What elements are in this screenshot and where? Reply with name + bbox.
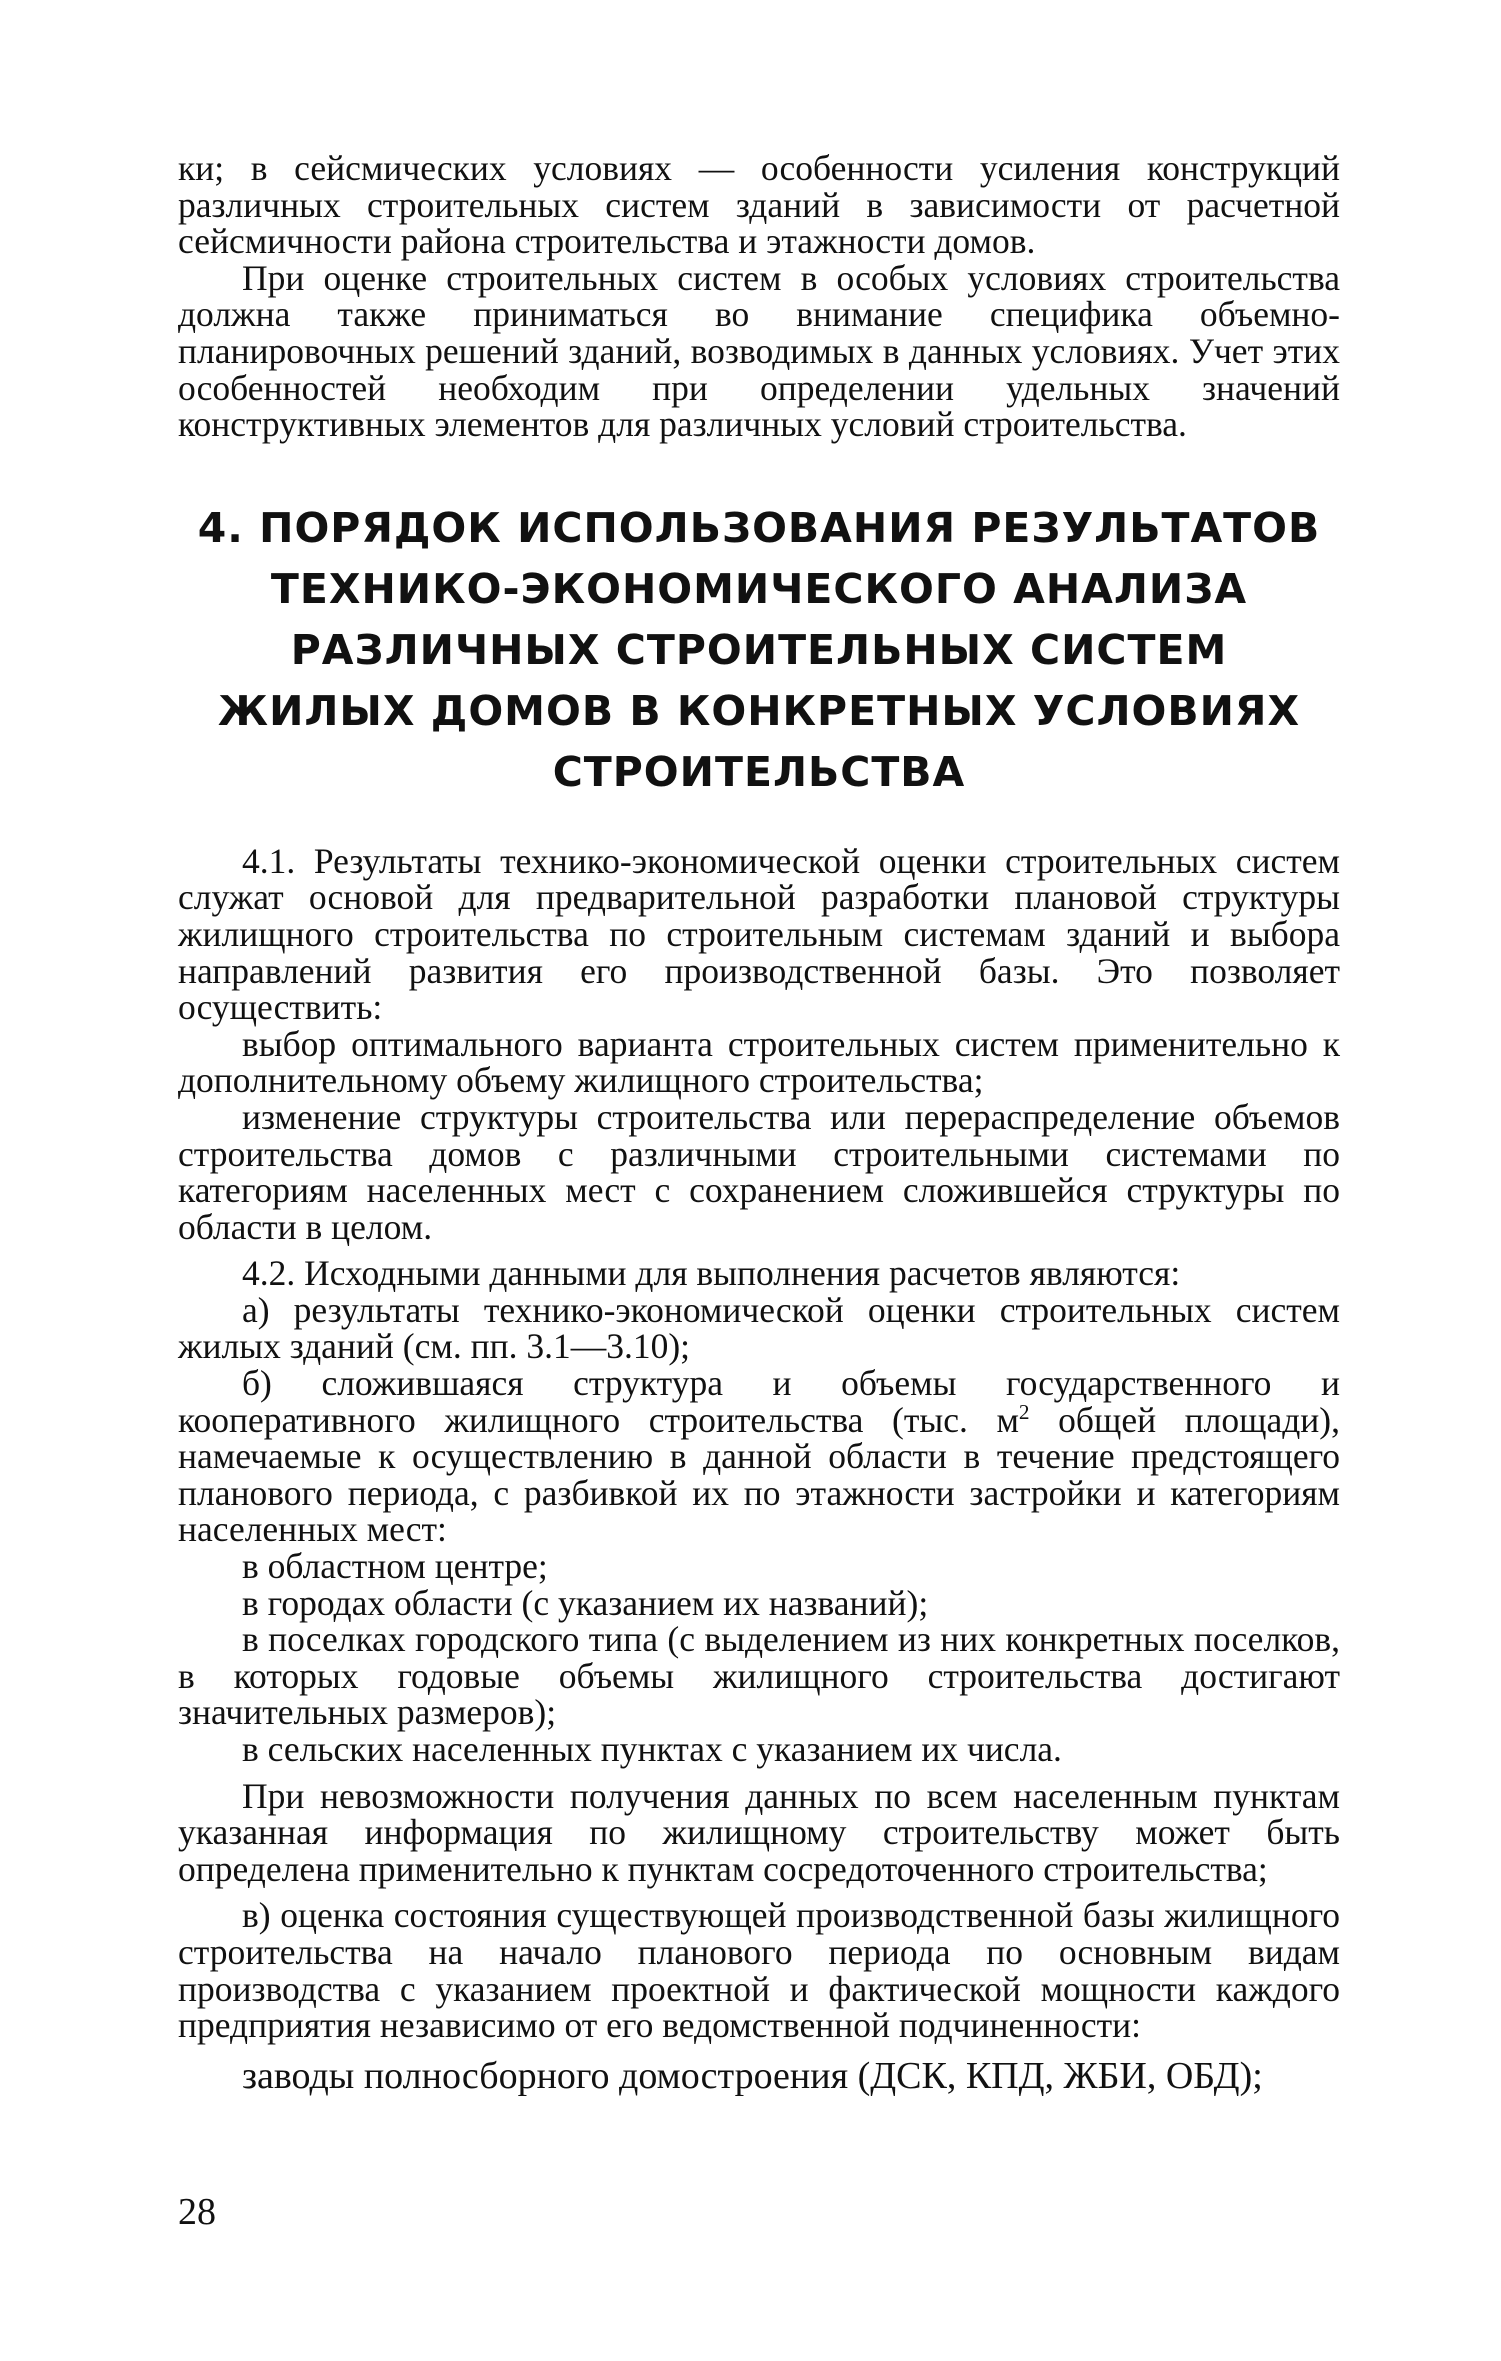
- paragraph-4-1: 4.1. Результаты технико-экономической оценки строительных систем служат основой для предварительной разработки плановой структуры жилищного строительства по строительным системам зданий и выбора направлений развития его производственной базы. Это позволяет осуществить:: [178, 840, 1340, 1028]
- paragraph-4-2: 4.2. Исходными данными для выполнения расчетов являются:: [242, 1253, 1181, 1294]
- final-line: заводы полносборного домостроения (ДСК, КПД, ЖБИ, ОБД);: [242, 2054, 1263, 2097]
- list-item: в городах области (с указанием их названий);: [242, 1582, 929, 1623]
- paragraph-4-2-b-start: б) сложившаяся структура и объемы государственного и кооперативного жилищного строительства (тыс. м: [178, 1363, 1340, 1440]
- section-heading: [178, 498, 1340, 803]
- document-page: [178, 150, 1340, 2096]
- superscript: 2: [1018, 1399, 1030, 1424]
- paragraph-4-2-a: а) результаты технико-экономической оценки строительных систем жилых зданий (см. пп. 3.1—3.10);: [178, 1289, 1340, 1367]
- note-paragraph: При невозможности получения данных по всем населенным пунктам указанная информация по жилищному строительству может быть определена применительно к пунктам сосредоточенного строительства;: [178, 1775, 1340, 1889]
- paragraph-4-2-b-end: общей площади), намечаемые к осуществлению в данной области в течение предстоящего планового периода, с разбивкой их по этажности застройки и категориям населенных мест:: [178, 1399, 1340, 1550]
- heading-line: 4. ПОРЯДОК ИСПОЛЬЗОВАНИЯ РЕЗУЛЬТАТОВ: [197, 503, 1321, 552]
- list-item: в сельских населенных пунктах с указанием их числа.: [242, 1729, 1062, 1769]
- intro-paragraph-1: ки; в сейсмических условиях — особенности усиления конструкций различных строительных систем зданий в зависимости от расчетной сейсмичности района строительства и этажности домов.: [178, 148, 1340, 262]
- section-body: [178, 840, 1340, 2097]
- intro-paragraph-2: При оценке строительных систем в особых условиях строительства должна также приниматься во внимание специфика объемно-планировочных решений зданий, возводимых в данных условиях. Учет этих особенностей необходим при определении удельных значений конструктивных элементов для различных условий строительства.: [178, 257, 1340, 445]
- heading-line: ТЕХНИКО-ЭКОНОМИЧЕСКОГО АНАЛИЗА: [270, 564, 1248, 613]
- paragraph-4-1-option-b: изменение структуры строительства или перераспределение объемов строительства домов с различными строительными системами по категориям населенных мест с сохранением сложившейся структуры по области в целом.: [178, 1096, 1340, 1247]
- heading-line: ЖИЛЫХ ДОМОВ В КОНКРЕТНЫХ УСЛОВИЯХ: [217, 686, 1301, 735]
- paragraph-4-1-option-a: выбор оптимального варианта строительных систем применительно к дополнительному объему жилищного строительства;: [178, 1023, 1340, 1101]
- heading-line: СТРОИТЕЛЬСТВА: [552, 747, 966, 796]
- heading-line: РАЗЛИЧНЫХ СТРОИТЕЛЬНЫХ СИСТЕМ: [290, 625, 1228, 674]
- page-number: 28: [178, 2191, 216, 2233]
- paragraph-4-2-c: в) оценка состояния существующей производственной базы жилищного строительства на начало планового периода по основным видам производства с указанием проектной и фактической мощности каждого предприятия независимо от его ведомственной подчиненности:: [178, 1895, 1340, 2046]
- list-item: в областном центре;: [242, 1546, 548, 1587]
- list-item: в поселках городского типа (с выделением из них конкретных поселков, в которых годовые объемы жилищного строительства достигают значительных размеров);: [178, 1619, 1340, 1733]
- paragraph-4-2-b: [178, 1365, 1340, 1548]
